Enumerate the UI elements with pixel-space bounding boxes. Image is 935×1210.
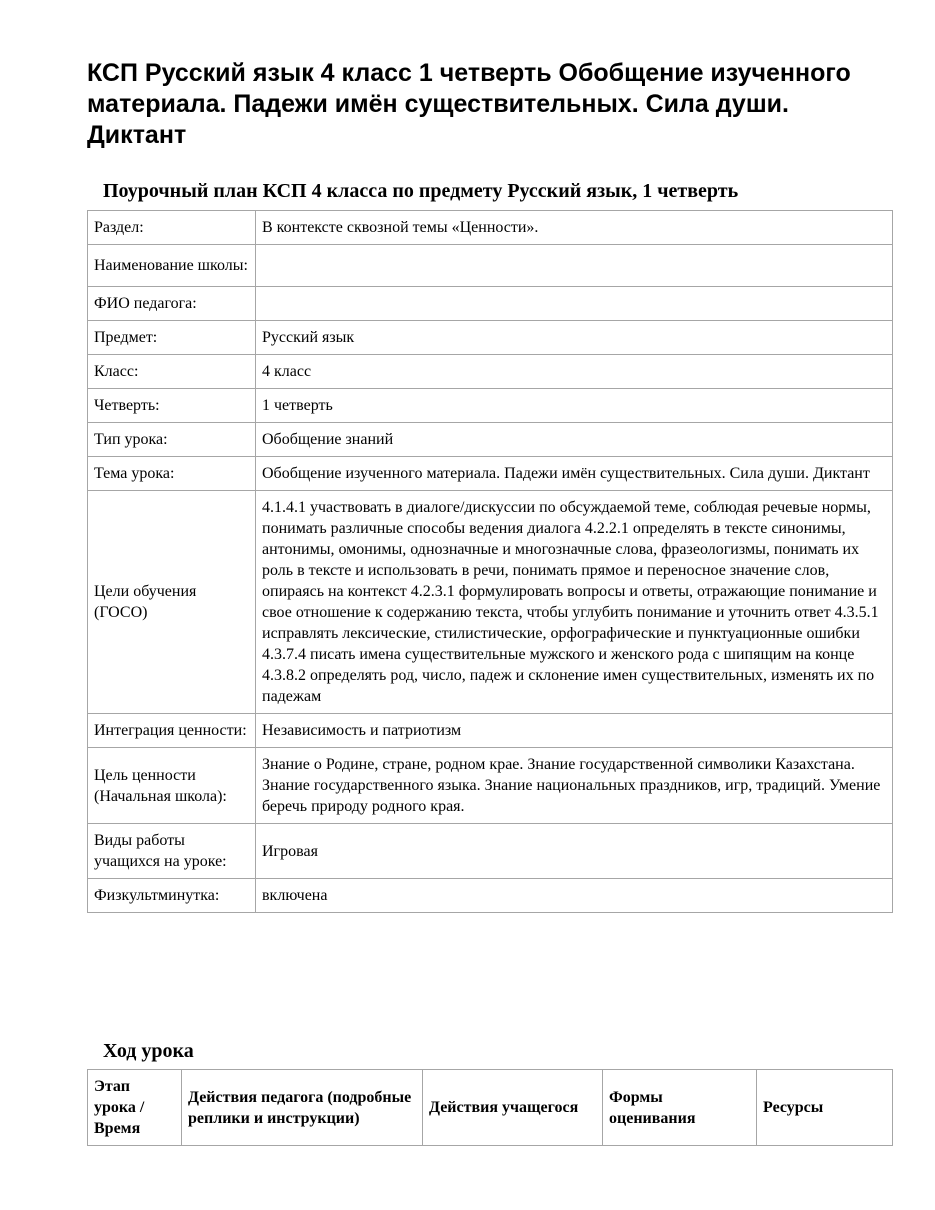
table-row bbox=[88, 245, 893, 287]
lesson-heading: Ход урока bbox=[103, 1040, 194, 1062]
row-value: 4.1.4.1 участвовать в диалоге/дискуссии по обсуждаемой теме, соблюдая речевые нормы, понимать различные способы ведения диалога 4.2.2.1 определять в тексте синонимы, антонимы, омонимы, однозначные и многозначные слова, фразеологизмы, понимать их роль в тексте и использовать в речи, понимать прямое и переносное значение слов, опираясь на контекст 4.2.3.1 формулировать вопросы и ответы, отражающие понимание и свое отношение к содержанию текста, чтобы углубить понимание и уточнить ответ 4.3.5.1 исправлять лексические, стилистические, орфографические и пунктуационные ошибки 4.3.7.4 писать имена существительные мужского и женского рода с шипящим на конце 4.3.8.2 определять род, число, падеж и склонение имен существительных, изменять их по падежам bbox=[256, 491, 893, 714]
table-row bbox=[88, 355, 893, 389]
row-label: Цели обучения (ГОСО) bbox=[88, 491, 256, 714]
plan-heading: Поурочный план КСП 4 класса по предмету Русский язык, 1 четверть bbox=[103, 180, 739, 202]
table-row bbox=[88, 211, 893, 245]
row-label: Класс: bbox=[88, 355, 256, 389]
column-header: Действия педагога (подробные реплики и инструкции) bbox=[182, 1070, 423, 1146]
lesson-info-table bbox=[87, 210, 893, 913]
row-label: Виды работы учащихся на уроке: bbox=[88, 824, 256, 879]
row-value: Русский язык bbox=[256, 321, 893, 355]
row-value: 4 класс bbox=[256, 355, 893, 389]
row-label: Тема урока: bbox=[88, 457, 256, 491]
table-row bbox=[88, 389, 893, 423]
row-value: включена bbox=[256, 879, 893, 913]
table-row bbox=[88, 824, 893, 879]
row-label: Тип урока: bbox=[88, 423, 256, 457]
row-value: Независимость и патриотизм bbox=[256, 714, 893, 748]
row-value: Обобщение знаний bbox=[256, 423, 893, 457]
row-value: Знание о Родине, стране, родном крае. Знание государственной символики Казахстана. Знание государственного языка. Знание национальных праздников, игр, традиций. Умение беречь природу родного края. bbox=[256, 748, 893, 824]
row-value: 1 четверть bbox=[256, 389, 893, 423]
table-row bbox=[88, 714, 893, 748]
table-row bbox=[88, 287, 893, 321]
table-row bbox=[88, 321, 893, 355]
row-label: Цель ценности (Начальная школа): bbox=[88, 748, 256, 824]
row-label: ФИО педагога: bbox=[88, 287, 256, 321]
row-value: Игровая bbox=[256, 824, 893, 879]
table-row bbox=[88, 457, 893, 491]
table-row bbox=[88, 423, 893, 457]
table-header-row bbox=[88, 1070, 893, 1146]
page-title: КСП Русский язык 4 класс 1 четверть Обобщение изученного материала. Падежи имён существительных. Сила души. Диктант bbox=[87, 59, 851, 149]
row-label: Интеграция ценности: bbox=[88, 714, 256, 748]
table-row bbox=[88, 491, 893, 714]
row-value: В контексте сквозной темы «Ценности». bbox=[256, 211, 893, 245]
row-label: Наименование школы: bbox=[88, 245, 256, 287]
row-value: Обобщение изученного материала. Падежи имён существительных. Сила души. Диктант bbox=[256, 457, 893, 491]
table-row bbox=[88, 879, 893, 913]
lesson-flow-table bbox=[87, 1069, 893, 1146]
row-label: Предмет: bbox=[88, 321, 256, 355]
table-row bbox=[88, 748, 893, 824]
column-header: Этап урока / Время bbox=[88, 1070, 182, 1146]
row-value bbox=[256, 245, 893, 287]
column-header: Ресурсы bbox=[757, 1070, 893, 1146]
row-label: Четверть: bbox=[88, 389, 256, 423]
row-label: Раздел: bbox=[88, 211, 256, 245]
row-label: Физкультминутка: bbox=[88, 879, 256, 913]
column-header: Действия учащегося bbox=[423, 1070, 603, 1146]
row-value bbox=[256, 287, 893, 321]
column-header: Формы оценивания bbox=[603, 1070, 757, 1146]
